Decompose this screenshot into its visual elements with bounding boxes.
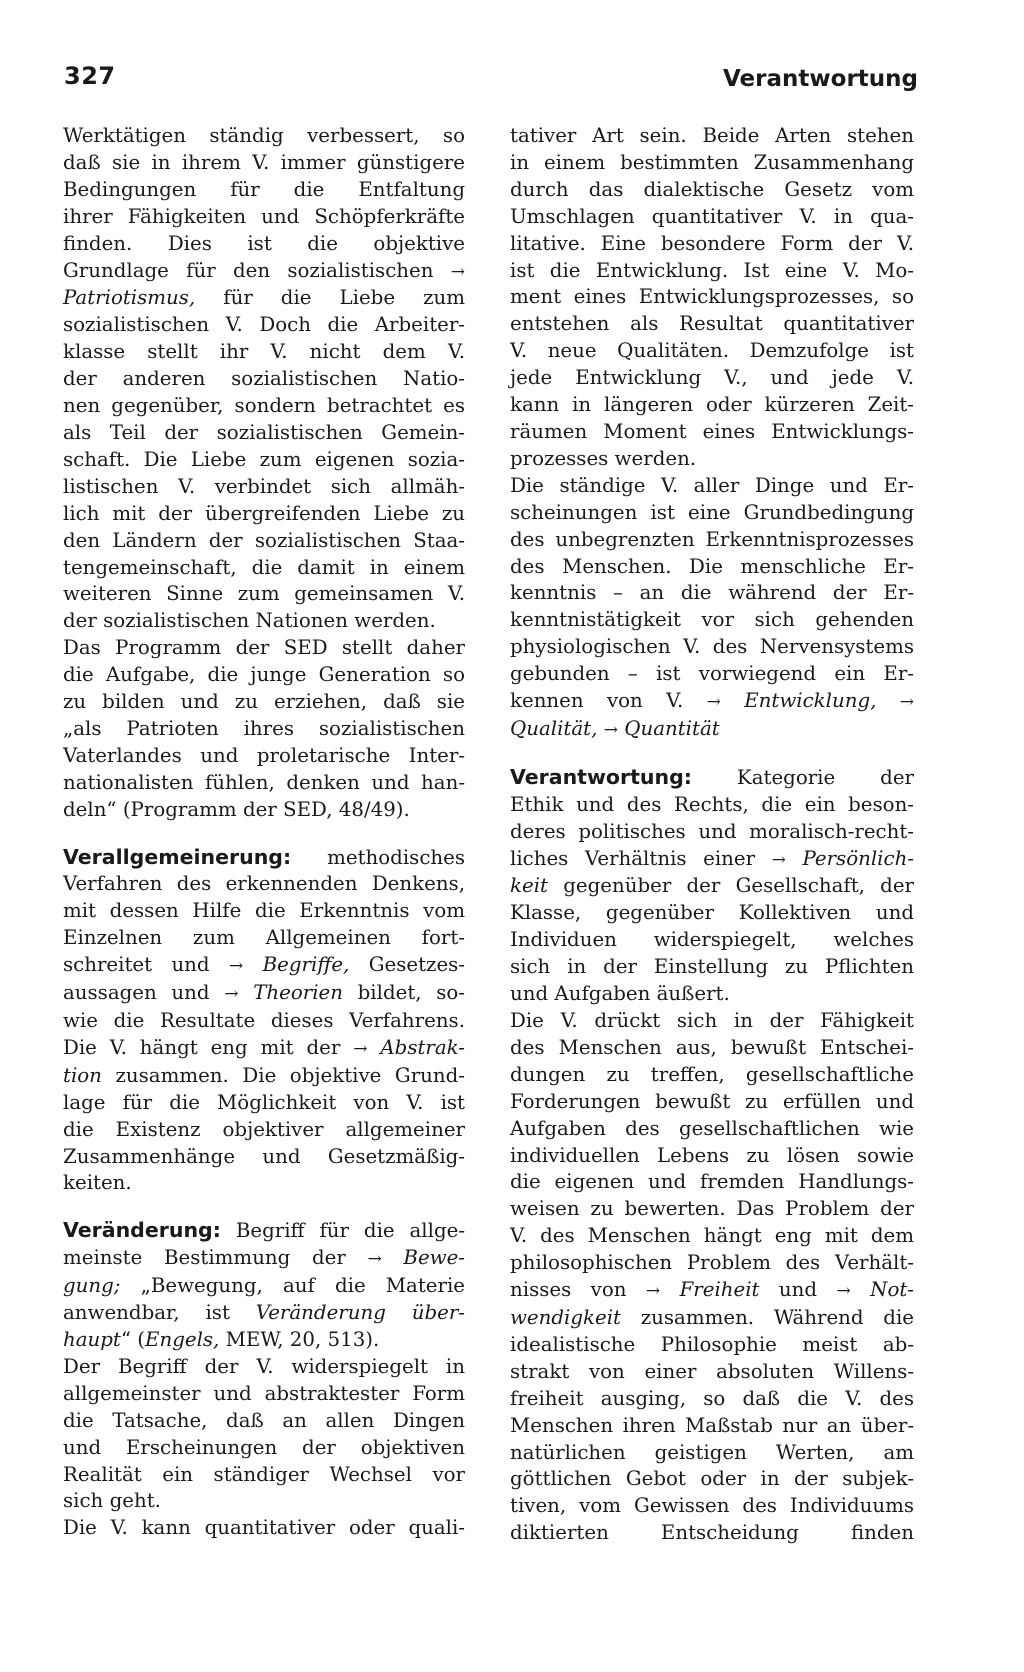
text-line: die eigenen und fremden Handlungs-	[510, 1170, 914, 1194]
text-segment: und	[759, 1278, 837, 1302]
text-line: Bedingungen für die Entfaltung	[63, 177, 465, 201]
text-line: kenntnis – an die während der Er-	[510, 581, 914, 605]
text-line	[63, 258, 465, 286]
text-line: Die V. drückt sich in der Fähigkeit	[510, 1009, 914, 1032]
cross-reference[interactable]: keit	[510, 874, 548, 898]
text-segment: zusammen. Die objektive Grund-	[101, 1063, 465, 1087]
cross-reference[interactable]: Quantität	[624, 716, 720, 740]
text-line: Der Begriff der V. widerspiegelt in	[63, 1354, 465, 1378]
text-line: litative. Eine besondere Form der V.	[510, 231, 914, 255]
paragraph-veraenderung-2	[63, 1354, 465, 1515]
text-line: Werktätigen ständig verbessert, so	[63, 124, 465, 147]
entry-veraenderung	[63, 1217, 465, 1354]
text-line	[63, 1063, 465, 1090]
text-segment: Die V. hängt eng mit der	[63, 1035, 354, 1059]
text-line: als Teil der sozialistischen Gemein-	[63, 420, 465, 444]
text-segment: Begriff für die allge-	[220, 1219, 465, 1243]
text-line: Ethik und des Rechts, die ein beson-	[510, 792, 914, 816]
text-line: keiten.	[63, 1171, 132, 1195]
paragraph-veraenderung-3	[63, 1515, 465, 1542]
running-head: Verantwortung	[723, 66, 918, 92]
text-line: Individuen widerspiegelt, welches	[510, 928, 914, 952]
cross-reference[interactable]: tion	[63, 1063, 102, 1087]
cross-reference[interactable]: Entwicklung,	[744, 689, 877, 713]
text-line: V. des Menschen hängt eng mit dem	[510, 1224, 914, 1248]
arrow-icon: →	[224, 984, 239, 1005]
text-line: in einem bestimmten Zusammenhang	[510, 150, 914, 174]
text-line: räumen Moment eines Entwicklungs-	[510, 419, 914, 443]
paragraph-patriotismus	[63, 123, 465, 635]
text-line: Das Programm der SED stellt daher	[63, 636, 465, 660]
text-line	[63, 1035, 465, 1063]
arrow-icon: →	[899, 692, 914, 713]
text-line: tativer Art sein. Beide Arten stehen	[510, 124, 914, 147]
text-line: Aufgaben des gesellschaftlichen wie	[510, 1116, 914, 1140]
arrow-icon: →	[603, 719, 618, 740]
entry-verallgemeinerung	[63, 844, 465, 1198]
text-line	[63, 1327, 465, 1354]
paragraph-verantwortung-2	[510, 1008, 914, 1547]
text-line: strakt von einer absoluten Willens-	[510, 1359, 914, 1383]
page-number: 327	[64, 62, 116, 90]
paragraph-erkenntnis	[510, 473, 914, 744]
text-line: philosophischen Problem des Verhält-	[510, 1251, 914, 1275]
text-segment: bildet, so-	[342, 981, 465, 1005]
text-line: tiven, vom Gewissen des Individuums	[510, 1494, 914, 1518]
text-line: und Aufgaben äußert.	[510, 982, 730, 1006]
text-line: idealistische Philosophie meist ab-	[510, 1332, 914, 1356]
text-line: prozesses werden.	[510, 446, 697, 470]
text-line: tengemeinschaft, die damit in einem	[63, 555, 465, 579]
text-line: physiologischen V. des Nervensystems	[510, 635, 914, 659]
arrow-icon: →	[450, 261, 465, 282]
text-line	[63, 844, 465, 872]
italic-quote: haupt	[63, 1327, 121, 1351]
text-segment: MEW, 20, 513).	[219, 1327, 380, 1351]
text-line: individuellen Lebens zu lösen sowie	[510, 1143, 914, 1167]
right-column	[510, 123, 914, 1547]
text-line: weisen zu bewerten. Das Problem der	[510, 1197, 914, 1221]
headword: Veränderung:	[63, 1218, 221, 1243]
text-line: allgemeinster und abstraktester Form	[63, 1381, 465, 1405]
cross-reference[interactable]: Begriffe,	[262, 953, 350, 977]
text-line: die Existenz objektiver allgemeiner	[63, 1117, 465, 1141]
text-segment: „Bewegung, auf die Materie	[120, 1274, 465, 1298]
text-line	[63, 1217, 465, 1245]
cross-reference[interactable]: Qualität,	[510, 716, 598, 740]
arrow-icon: →	[836, 1281, 851, 1302]
arrow-icon: →	[353, 1038, 368, 1059]
text-line: klasse stellt ihr V. nicht dem V.	[63, 340, 465, 364]
text-line	[63, 1300, 465, 1327]
text-line: mit dessen Hilfe die Erkenntnis vom	[63, 899, 465, 923]
italic-quote: Veränderung über-	[255, 1301, 465, 1325]
text-segment: “ (	[120, 1327, 146, 1351]
text-line	[510, 846, 914, 874]
text-line: V. neue Qualitäten. Demzufolge ist	[510, 339, 914, 363]
arrow-icon: →	[228, 956, 244, 977]
text-line: durch das dialektische Gesetz vom	[510, 177, 914, 201]
text-line	[63, 1245, 465, 1273]
text-line	[63, 1273, 465, 1300]
text-line	[63, 952, 465, 980]
text-line	[510, 716, 914, 744]
arrow-icon: →	[645, 1281, 661, 1302]
text-line: zu bilden und zu erziehen, daß sie	[63, 690, 465, 714]
text-line: entstehen als Resultat quantitativer	[510, 312, 914, 336]
text-line	[510, 1305, 914, 1332]
text-line: daß sie in ihrem V. immer günstigere	[63, 150, 465, 174]
text-line: Realität ein ständiger Wechsel vor	[63, 1462, 465, 1486]
text-line: der sozialistischen Nationen werden.	[63, 609, 436, 633]
text-line: natürlichen geistigen Werten, am	[510, 1440, 914, 1464]
author-name: Engels,	[145, 1327, 220, 1351]
text-line: sich geht.	[63, 1489, 161, 1513]
text-line: den Ländern der sozialistischen Staa-	[63, 528, 465, 552]
arrow-icon: →	[706, 692, 721, 713]
cross-reference[interactable]: Bewe-	[403, 1246, 465, 1270]
text-line: gebunden – ist vorwiegend ein Er-	[510, 662, 914, 686]
text-line: lage für die Möglichkeit von V. ist	[63, 1090, 465, 1114]
cross-reference[interactable]: Not-	[870, 1278, 914, 1302]
text-line: Forderungen bewußt zu erfüllen und	[510, 1089, 914, 1113]
text-line	[510, 688, 914, 716]
text-line: und Erscheinungen der objektiven	[63, 1435, 465, 1459]
text-line: kann in längeren oder kürzeren Zeit-	[510, 393, 914, 417]
text-line: sozialistischen V. Doch die Arbeiter-	[63, 313, 465, 337]
text-line: des unbegrenzten Erkenntnisprozesses	[510, 527, 914, 551]
text-line: weiteren Sinne zum gemeinsamen V.	[63, 582, 465, 606]
text-line: Die ständige V. aller Dinge und Er-	[510, 473, 914, 497]
text-line: jede Entwicklung V., und jede V.	[510, 366, 914, 390]
text-segment: schreitet und	[63, 953, 229, 977]
text-line: Menschen ihren Maßstab nur an über-	[510, 1413, 914, 1437]
text-line: nen gegenüber, sondern betrachtet es	[63, 394, 465, 418]
text-line: ihrer Fähigkeiten und Schöpferkräfte	[63, 204, 465, 228]
text-line: sich in der Einstellung zu Pflichten	[510, 955, 914, 979]
text-line: Klasse, gegenüber Kollektiven und	[510, 901, 914, 925]
text-line: Umschlagen quantitativer V. in qua-	[510, 204, 914, 228]
text-segment: kennen von V.	[510, 689, 707, 713]
text-line	[510, 873, 914, 900]
text-line: deres politisches und moralisch-recht-	[510, 819, 914, 843]
text-line: Vaterlandes und proletarische Inter-	[63, 743, 465, 767]
text-segment: aussagen und	[63, 981, 225, 1005]
text-line: lich mit der übergreifenden Liebe zu	[63, 501, 465, 525]
cross-reference[interactable]: Abstrak-	[380, 1035, 465, 1059]
text-line: scheinungen ist eine Grundbedingung	[510, 500, 914, 524]
text-line: Zusammenhänge und Gesetzmäßig-	[63, 1144, 465, 1168]
text-line	[63, 980, 465, 1008]
text-segment: Kategorie der	[691, 765, 914, 789]
text-line	[510, 764, 914, 792]
text-line: des Menschen. Die menschliche Er-	[510, 554, 914, 578]
arrow-icon: →	[771, 849, 786, 870]
text-line: listischen V. verbindet sich allmäh-	[63, 474, 465, 498]
cross-reference[interactable]: gung;	[63, 1274, 121, 1298]
cross-reference[interactable]: Patriotismus,	[63, 286, 196, 310]
text-line: der anderen sozialistischen Natio-	[63, 367, 465, 391]
text-line: Die V. kann quantitativer oder quali-	[63, 1516, 465, 1540]
entry-verantwortung	[510, 764, 914, 1008]
text-segment: nisses von	[510, 1278, 646, 1302]
text-segment: Grundlage für den sozialistischen	[63, 258, 434, 282]
text-line: göttlichen Gebot oder in der subjek-	[510, 1467, 914, 1491]
text-segment: meinste Bestimmung der	[63, 1246, 368, 1270]
text-line: „als Patrioten ihres sozialistischen	[63, 716, 465, 740]
text-line: des Menschen aus, bewußt Entschei-	[510, 1035, 914, 1059]
text-line: nationalisten fühlen, denken und han-	[63, 770, 465, 794]
text-line: finden. Dies ist die objektive	[63, 231, 465, 255]
text-line	[63, 285, 465, 312]
cross-reference[interactable]: Theorien	[253, 981, 343, 1005]
text-line: die Aufgabe, die junge Generation so	[63, 663, 465, 687]
text-line: dungen zu treffen, gesellschaftliche	[510, 1062, 914, 1086]
paragraph-sed-programm	[63, 635, 465, 823]
text-line: wie die Resultate dieses Verfahrens.	[63, 1009, 465, 1032]
left-column	[63, 123, 465, 1542]
text-line: Verfahren des erkennenden Denkens,	[63, 872, 465, 896]
cross-reference[interactable]: wendigkeit	[510, 1305, 621, 1329]
headword: Verallgemeinerung:	[63, 844, 292, 869]
text-line	[510, 1277, 914, 1305]
arrow-icon: →	[367, 1249, 382, 1270]
text-line: kenntnistätigkeit vor sich gehenden	[510, 608, 914, 632]
cross-reference[interactable]: Persönlich-	[802, 846, 914, 870]
text-segment: für die Liebe zum	[195, 286, 465, 310]
text-line: schaft. Die Liebe zum eigenen sozia-	[63, 447, 465, 471]
text-line: Einzelnen zum Allgemeinen fort-	[63, 926, 465, 950]
headword: Verantwortung:	[510, 764, 692, 789]
text-segment: zusammen. Während die	[621, 1305, 914, 1329]
text-line: freiheit ausging, so daß die V. des	[510, 1386, 914, 1410]
text-segment: liches Verhältnis einer	[510, 846, 772, 870]
text-line: deln“ (Programm der SED, 48/49).	[63, 797, 410, 821]
text-line: die Tatsache, daß an allen Dingen	[63, 1408, 465, 1432]
text-segment: gegenüber der Gesellschaft, der	[547, 874, 914, 898]
cross-reference[interactable]: Freiheit	[679, 1278, 760, 1302]
text-line: ment eines Entwicklungsprozesses, so	[510, 285, 914, 309]
text-line: diktierten Entscheidung finden	[510, 1521, 914, 1545]
text-segment: anwendbar, ist	[63, 1301, 256, 1325]
text-line: ist die Entwicklung. Ist eine V. Mo-	[510, 258, 914, 282]
text-segment: Gesetzes-	[349, 953, 465, 977]
text-segment: methodisches	[291, 845, 465, 869]
paragraph-entwicklung	[510, 123, 914, 473]
